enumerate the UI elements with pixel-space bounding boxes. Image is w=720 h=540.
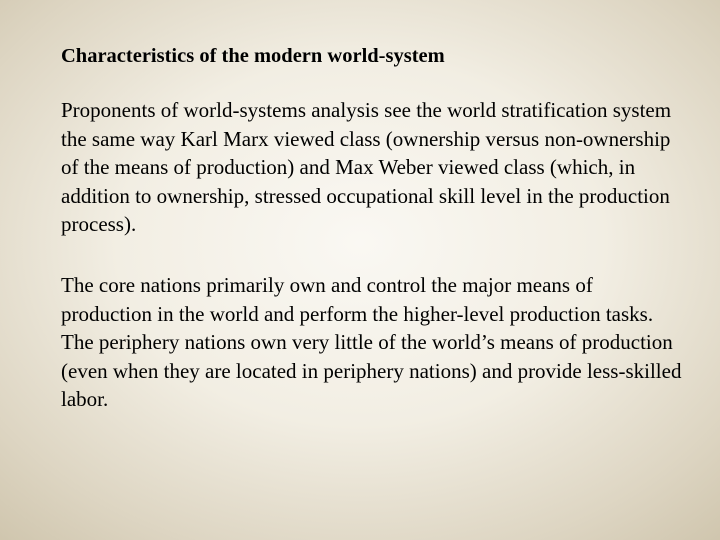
slide-title: Characteristics of the modern world-system: [61, 45, 445, 67]
paragraph-core-periphery: The core nations primarily own and control the major means of production in the world and perform the higher-level production tasks. The periphery nations own very little of the world’s means of production (even when they are located in periphery nations) and provide less-skilled labor.: [61, 273, 682, 411]
paragraph-world-systems: Proponents of world-systems analysis see the world stratification system the same way Karl Marx viewed class (ownership versus non-ownership of the means of production) and Max Weber viewed class (which, in addition to ownership, stressed occupational skill level in the production process).: [61, 98, 672, 236]
